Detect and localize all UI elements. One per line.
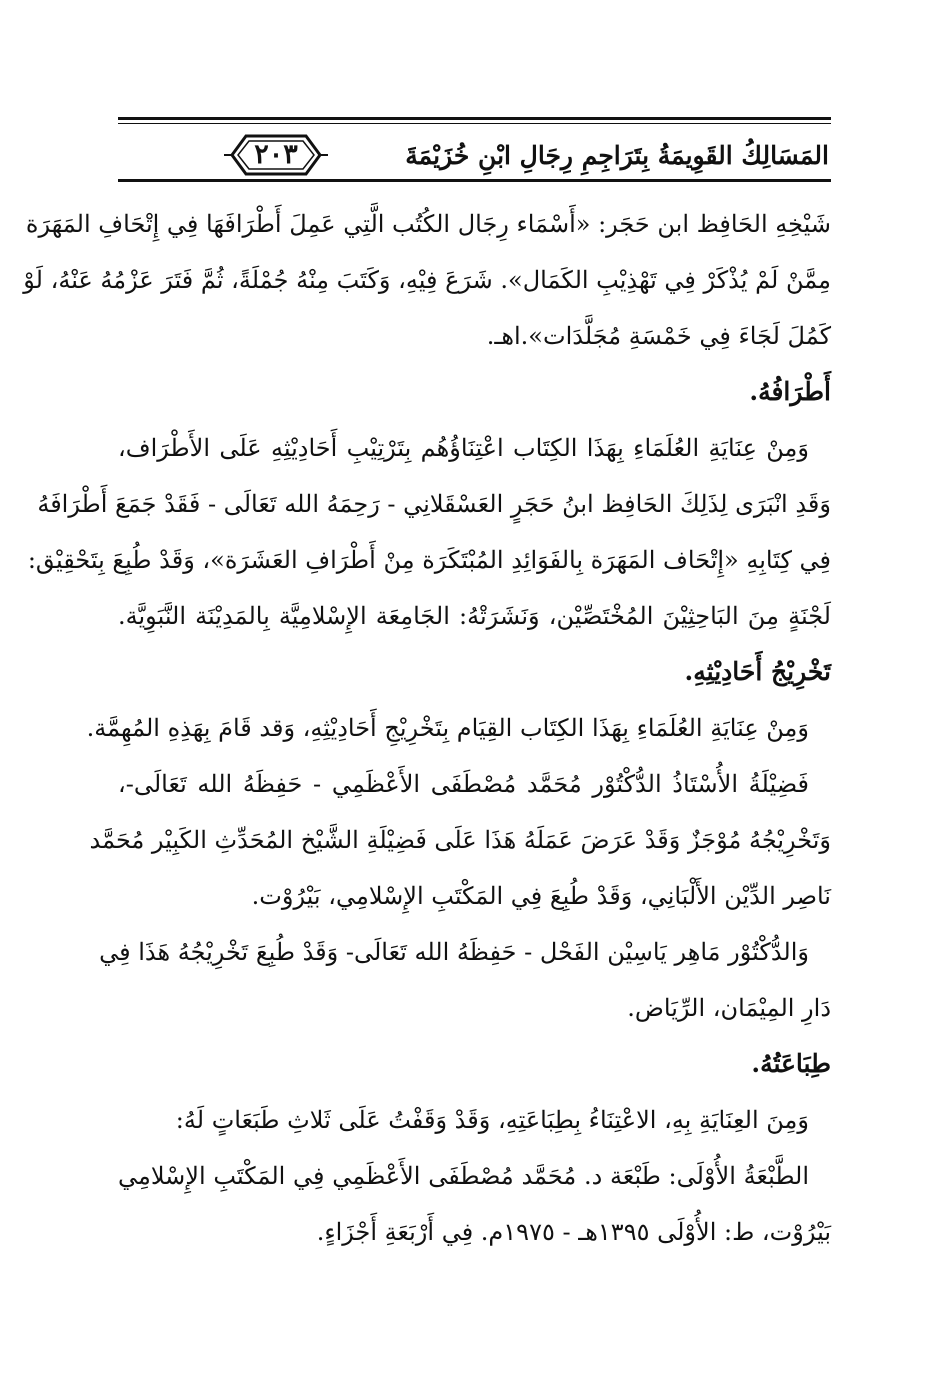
body-line: بَيْرُوْت، ط: الأُوْلَى ١٣٩٥هـ - ١٩٧٥م. فِي أَرْبَعَةِ أَجْزَاءٍ. [316, 1218, 831, 1246]
body-line: شَيْخِهِ الحَافِظ ابن حَجَر: «أَسْمَاء رِجَال الكُتُب الَّتِي عَمِلَ أَطْرَافَهَا فِي إِتْحَافِ المَهَرَة [25, 210, 831, 238]
body-line: وَمِنَ العِنَايَةِ بِهِ، الاعْتِنَاءُ بِطِبَاعَتِهِ، وَقَدْ وَقَفْتُ عَلَى ثَلاثِ طَبَعَاتٍ لَهُ: [175, 1106, 809, 1134]
header-rule-thin [118, 123, 831, 124]
body-line: نَاصِر الدِّيْن الأَلْبَانِي، وَقَدْ طُبِعَ فِي المَكْتَبِ الإِسْلامِي، بَيْرُوْت. [251, 882, 831, 910]
header-rule-thick [118, 117, 831, 120]
body-line: كَمُلَ لَجَاءَ فِي خَمْسَةِ مُجَلَّدَات».اهـ. [486, 322, 831, 350]
page-body [23, 196, 831, 1260]
body-line: وَمِنْ عِنَايَةِ العُلَمَاءِ بِهَذَا الكِتَاب اعْتِنَاؤُهُم بِتَرْتِيْبِ أَحَادِيْثِهِ عَلَى الأَطْرَاف، [118, 434, 809, 462]
section-heading-atraf: أَطْرَافُهُ. [749, 377, 831, 406]
body-line: وَمِنْ عِنَايَةِ العُلَمَاءِ بِهَذَا الكِتَاب القِيَام بِتَخْرِيْجِ أَحَادِيْثِهِ، وَقد قَامَ بِهَذِهِ المُهِمَّة. [86, 714, 809, 742]
page-number: ٢٠٣ [254, 139, 298, 170]
body-line: وَقَدِ انْبَرَى لِذَلِكَ الحَافِظ ابنُ حَجَرٍ العَسْقَلانِي - رَحِمَهُ الله تَعَالَى - فَقَدْ جَمَعَ أَطْرَافَهُ [37, 490, 831, 518]
section-heading-tibaa: طِبَاعَتُهُ. [751, 1049, 831, 1078]
body-line: وَالدُّكْتُوْر مَاهِر يَاسِيْن الفَحْل - حَفِظَهُ الله تَعَالَى- وَقَدْ طُبِعَ تَخْرِيْجُهُ هَذَا فِي [99, 938, 809, 966]
running-title: المَسَالِكُ القَوِيمَةُ بِتَرَاجِمِ رِجَالِ ابْنِ خُزَيْمَةَ [405, 141, 829, 170]
body-line: دَارِ المِيْمَان، الرِّيَاض. [627, 994, 831, 1022]
body-line: وَتَخْرِيْجُهُ مُوْجَزٌ وَقَدْ عَرَضَ عَمَلَهُ هَذَا عَلَى فَضِيْلَةِ الشَّيْخ المُحَدِّثِ الكَبِيْر مُحَمَّد [89, 826, 831, 854]
body-line: مِمَّنْ لَمْ يُذْكَرْ فِي تَهْذِيْبِ الكَمَال». شَرَعَ فِيْهِ، وَكَتَبَ مِنْهُ جُمْلَةً، ثُمَّ فَتَرَ عَزْمُهُ عَنْهُ، لَوْ [23, 266, 831, 294]
body-line: لَجْنَةٍ مِنَ البَاحِثِيْنَ المُخْتَصِّيْن، وَنَشَرَتْهُ: الجَامِعَة الإِسْلامِيَّة بِالمَدِيْنَة النَّبَوِيَّة. [118, 602, 831, 630]
body-line: الطَّبْعَةُ الأُوْلَى: طَبْعَة د. مُحَمَّد مُصْطَفَى الأَعْظَمِي فِي المَكْتَبِ الإِسْلامِي [118, 1162, 809, 1190]
body-line: فِي كِتَابِهِ «إِتْحَاف المَهَرَة بِالفَوَائِدِ المُبْتَكَرَة مِنْ أَطْرَافِ العَشَرَة»، وَقَدْ طُبِعَ بِتَحْقِيْق: [27, 546, 831, 574]
body-line: فَضِيْلَةُ الأُسْتَاذُ الدُّكْتُوْر مُحَمَّد مُصْطَفَى الأَعْظَمِي - حَفِظَهُ الله تَعَالَى-، [118, 770, 809, 798]
section-heading-takhrij: تَخْرِيْجُ أَحَادِيْثِهِ. [684, 657, 831, 686]
page-number-badge [224, 130, 328, 180]
